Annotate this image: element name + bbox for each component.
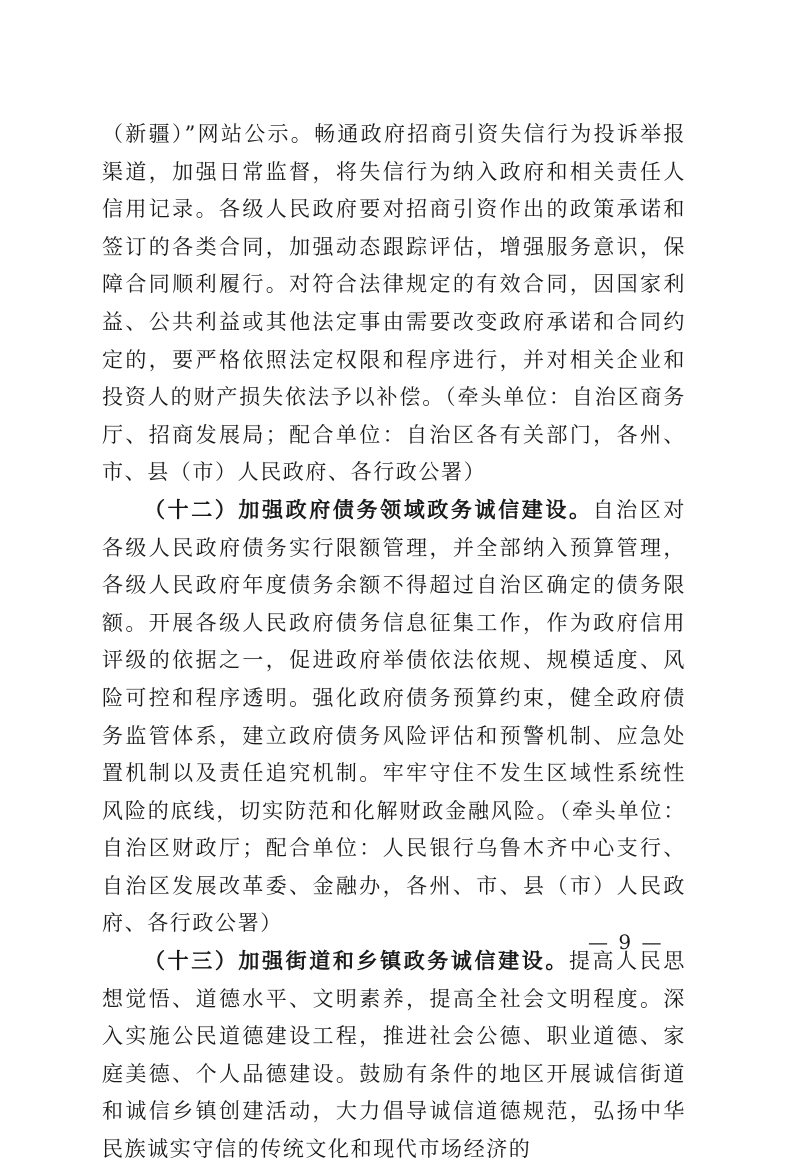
paragraph-section-13 (102, 943, 686, 1169)
page-number: — 9 — (588, 930, 664, 954)
paragraph-section-12 (102, 492, 686, 943)
document-body (102, 116, 686, 1169)
section-heading: （十二）加强政府债务领域政务诚信建设。 (144, 497, 593, 522)
paragraph-text: 提高人民思想觉悟、道德水平、文明素养，提高全社会文明程度。深入实施公民道德建设工程，推进社会公德、职业道德、家庭美德、个人品德建设。鼓励有条件的地区开展诚信街道和诚信乡镇创建活动，大力倡导诚信道德规范，弘扬中华民族诚实守信的传统文化和现代市场经济的 (102, 949, 686, 1162)
paragraph-text: （新疆）”网站公示。畅通政府招商引资失信行为投诉举报渠道，加强日常监督，将失信行为纳入政府和相关责任人信用记录。各级人民政府要对招商引资作出的政策承诺和签订的各类合同，加强动态跟踪评估，增强服务意识，保障合同顺利履行。对符合法律规定的有效合同，因国家利益、公共利益或其他法定事由需要改变政府承诺和合同约定的，要严格依照法定权限和程序进行，并对相关企业和投资人的财产损失依法予以补偿。（牵头单位：自治区商务厅、招商发展局；配合单位：自治区各有关部门，各州、市、县（市）人民政府、各行政公署） (102, 122, 686, 485)
paragraph-continuation (102, 116, 686, 492)
section-heading: （十三）加强街道和乡镇政务诚信建设。 (144, 949, 569, 974)
paragraph-text: 自治区对各级人民政府债务实行限额管理，并全部纳入预算管理，各级人民政府年度债务余额不得超过自治区确定的债务限额。开展各级人民政府债务信息征集工作，作为政府信用评级的依据之一，促进政府举债依法依规、规模适度、风险可控和程序透明。强化政府债务预算约束，健全政府债务监管体系，建立政府债务风险评估和预警机制、应急处置机制以及责任追究机制。牢牢守住不发生区域性系统性风险的底线，切实防范和化解财政金融风险。（牵头单位：自治区财政厅；配合单位：人民银行乌鲁木齐中心支行、自治区发展改革委、金融办，各州、市、县（市）人民政府、各行政公署） (102, 497, 686, 936)
